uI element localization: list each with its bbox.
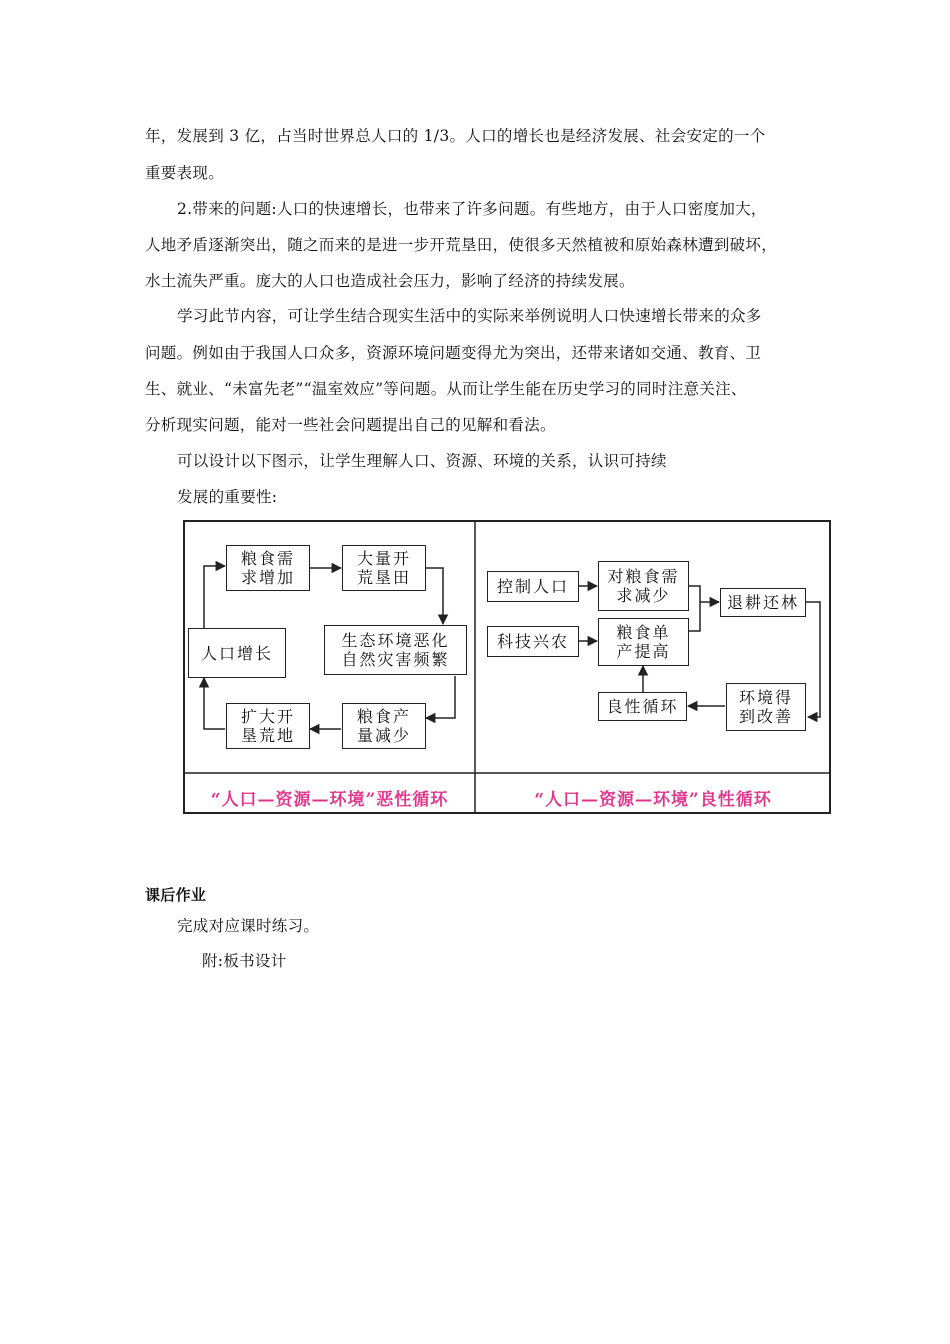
- box-food-output-down: 粮食产 量减少: [342, 703, 426, 749]
- box-expand-reclamation: 扩大开 垦荒地: [226, 703, 310, 749]
- box-environment-improved: 环境得 到改善: [726, 683, 806, 731]
- box-mass-land-reclamation: 大量开 荒垦田: [342, 545, 426, 591]
- population-resource-environment-diagram: [183, 520, 831, 814]
- box-food-demand-down: 对粮食需 求减少: [598, 561, 689, 611]
- box-yield-improved: 粮食单 产提高: [598, 618, 689, 666]
- homework-heading: 课后作业: [145, 886, 207, 904]
- paragraph-line: 重要表现。: [145, 164, 225, 182]
- paragraph-line: 可以设计以下图示，让学生理解人口、资源、环境的关系，认识可持续: [177, 452, 667, 470]
- box-control-population: 控制人口: [487, 571, 579, 602]
- paragraph-line: 年，发展到 3 亿，占当时世界总人口的 1/3。人口的增长也是经济发展、社会安定的一个: [145, 127, 766, 145]
- appendix-text: 附:板书设计: [202, 952, 287, 970]
- homework-text: 完成对应课时练习。: [177, 917, 320, 935]
- box-ecological-deterioration: 生态环境恶化 自然灾害频繁: [324, 625, 467, 675]
- paragraph-line: 分析现实问题，能对一些社会问题提出自己的见解和看法。: [145, 416, 556, 434]
- box-virtuous-cycle: 良性循环: [598, 692, 687, 721]
- box-science-agriculture: 科技兴农: [487, 626, 579, 657]
- vicious-cycle-caption: “人口—资源—环境”恶性循环: [210, 789, 449, 810]
- box-return-farmland-forest: 退耕还林: [720, 588, 806, 617]
- paragraph-line: 2.带来的问题:人口的快速增长，也带来了许多问题。有些地方，由于人口密度加大，: [177, 200, 767, 218]
- paragraph-line: 发展的重要性:: [177, 488, 278, 506]
- paragraph-line: 人地矛盾逐渐突出，随之而来的是进一步开荒垦田，使很多天然植被和原始森林遭到破坏，: [145, 236, 778, 254]
- box-food-demand-up: 粮食需 求增加: [226, 545, 310, 591]
- paragraph-line: 问题。例如由于我国人口众多，资源环境问题变得尤为突出，还带来诸如交通、教育、卫: [145, 344, 762, 362]
- paragraph-line: 生、就业、“未富先老”“温室效应”等问题。从而让学生能在历史学习的同时注意关注、: [145, 380, 747, 398]
- paragraph-line: 学习此节内容，可让学生结合现实生活中的实际来举例说明人口快速增长带来的众多: [177, 307, 762, 325]
- paragraph-line: 水土流失严重。庞大的人口也造成社会压力，影响了经济的持续发展。: [145, 272, 635, 290]
- virtuous-cycle-caption: “人口—资源—环境”良性循环: [534, 789, 772, 810]
- box-population-growth: 人口增长: [188, 628, 286, 678]
